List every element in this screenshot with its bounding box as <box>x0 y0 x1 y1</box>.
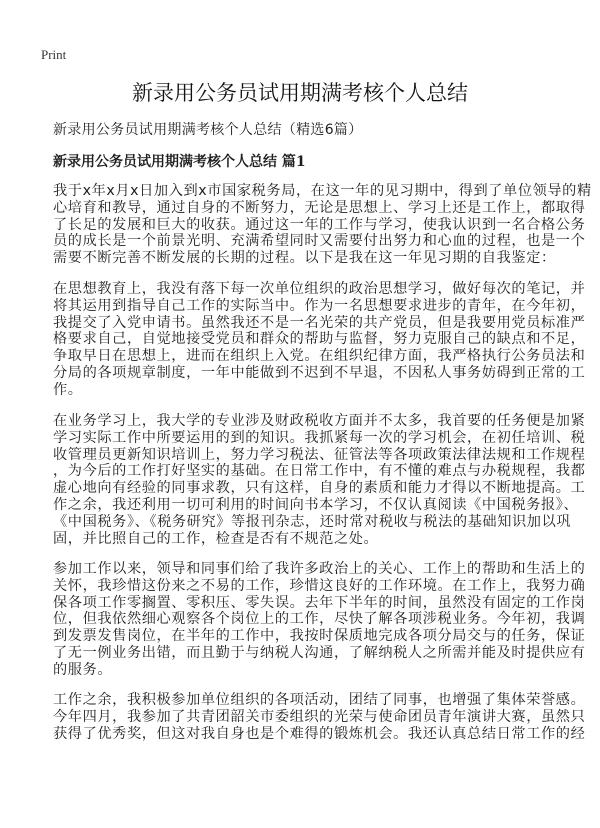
paragraph-line: 收管理员更新知识培训上，努力学习税法、征管法等各项政策法律法规和工作规程 <box>53 446 586 463</box>
paragraph-line: 了长足的发展和巨大的收获。通过这一年的工作与学习，使我认识到一名合格公务 <box>53 216 586 233</box>
paragraph-line: 作之余，我还利用一切可利用的时间向书本学习，不仅认真阅读《中国税务报》、 <box>53 496 579 513</box>
paragraph-1 <box>53 183 592 267</box>
paragraph-5 <box>53 692 586 742</box>
paragraph-line: 到发票发售岗位，在半年的工作中，我按时保质地完成各项分局交与的任务，保证 <box>53 628 586 645</box>
paragraph-line: 我提交了入党申请书。虽然我还不是一名光荣的共产党员，但是我要用党员标准严 <box>53 314 586 331</box>
section-heading: 新录用公务员试用期满考核个人总结 篇1 <box>53 154 306 170</box>
paragraph-line: 分局的各项规章制度，一年中能做到不迟到不早退，不因私人事务妨碍到正常的工 <box>53 364 586 381</box>
paragraph-line: 今年四月，我参加了共青团韶关市委组织的光荣与使命团员青年演讲大赛，虽然只 <box>53 708 586 725</box>
paragraph-line: 获得了优秀奖，但这对我自身也是个难得的锻炼机会。我还认真总结日常工作的经 <box>53 725 586 742</box>
paragraph-3 <box>53 413 586 547</box>
paragraph-line: 心培育和教导，通过自身的不断努力，无论是思想上、学习上还是工作上，都取得 <box>53 199 586 216</box>
print-link[interactable]: Print <box>41 47 67 62</box>
paragraph-line: ，为今后的工作打好坚实的基础。在日常工作中，有不懂的难点与办税规程，我都 <box>53 463 586 480</box>
paragraph-line: 在业务学习上，我大学的专业涉及财政税收方面并不太多，我首要的任务便是加紧 <box>53 413 586 429</box>
paragraph-line: 我于x年x月x日加入到x市国家税务局，在这一年的见习期中，得到了单位领导的精 <box>53 183 592 199</box>
paragraph-line: 员的成长是一个前景光明、充满希望同时又需要付出努力和心血的过程，也是一个 <box>53 233 586 250</box>
paragraph-line: 在思想教育上，我没有落下每一次单位组织的政治思想学习，做好每次的笔记，并 <box>53 281 586 297</box>
paragraph-line: 保各项工作零搁置、零积压、零失误。去年下半年的时间，虽然没有固定的工作岗 <box>53 594 586 611</box>
paragraph-line: 争取早日在思想上，进而在组织上入党。在组织纪律方面，我严格执行公务员法和 <box>53 348 586 365</box>
page-title: 新录用公务员试用期满考核个人总结 <box>132 81 468 105</box>
paragraph-line: 了无一例业务出错，而且勤于与纳税人沟通，了解纳税人之所需并能及时提供应有 <box>53 644 586 661</box>
paragraph-line: 虚心地向有经验的同事求教，只有这样，自身的素质和能力才得以不断地提高。工 <box>53 480 586 497</box>
paragraph-line: 将其运用到指导自己工作的实际当中。作为一名思想要求进步的青年，在今年初， <box>53 297 586 314</box>
paragraph-line: 固，并比照自己的工作，检查是否有不规范之处。 <box>53 530 379 547</box>
paragraph-2 <box>53 281 586 399</box>
paragraph-line: 需要不断完善不断发展的长期的过程。以下是我在这一年见习期的自我鉴定： <box>53 250 556 267</box>
paragraph-4 <box>53 561 586 679</box>
paragraph-line: 位，但我依然细心观察各个岗位上的工作，尽快了解各项涉税业务。今年初，我调 <box>53 611 586 628</box>
paragraph-line: 格要求自己，自觉地接受党员和群众的帮助与监督，努力克服自己的缺点和不足， <box>53 331 586 348</box>
paragraph-line: 作。 <box>53 381 83 398</box>
subtitle: 新录用公务员试用期满考核个人总结（精选6篇） <box>53 122 363 138</box>
paragraph-line: 《中国税务》、《税务研究》等报刊杂志，还时常对税收与税法的基础知识加以巩 <box>53 513 572 530</box>
paragraph-line: 工作之余，我积极参加单位组织的各项活动，团结了同事，也增强了集体荣誉感。 <box>53 692 586 708</box>
paragraph-line: 的服务。 <box>53 661 113 678</box>
paragraph-line: 学习实际工作中所要运用的到的知识。我抓紧每一次的学习机会，在初任培训、税 <box>53 429 586 446</box>
paragraph-line: 参加工作以来，领导和同事们给了我许多政治上的关心、工作上的帮助和生活上的 <box>53 561 586 577</box>
paragraph-line: 关怀，我珍惜这份来之不易的工作，珍惜这良好的工作环境。在工作上，我努力确 <box>53 577 586 594</box>
